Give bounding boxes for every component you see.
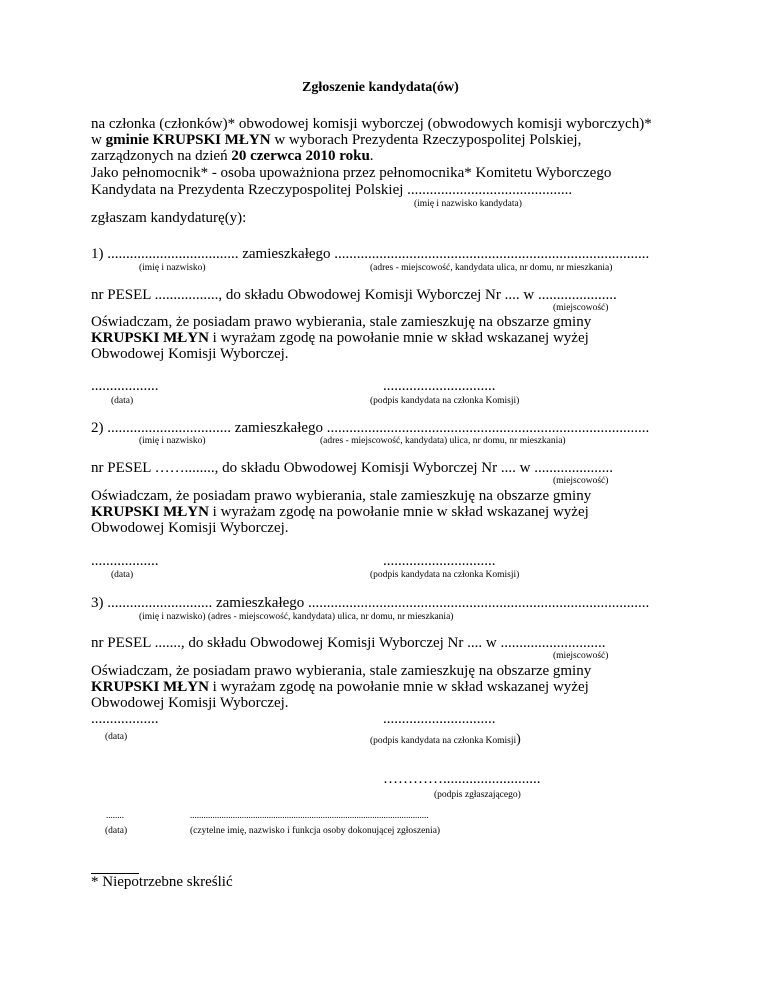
- submission-date-hint: (data): [105, 826, 128, 836]
- intro-line-1: na członka (członków)* obwodowej komisji wyborczej (obwodowych komisji wyborczych)*: [91, 116, 652, 132]
- candidate-1-pesel: nr PESEL ................., do składu Obwodowej Komisji Wyborczej Nr .... w .....................: [91, 287, 617, 303]
- candidate-1-date-hint: (data): [111, 396, 134, 406]
- candidate-1-sign-hint: (podpis kandydata na członka Komisji): [370, 396, 520, 406]
- candidate-3-decl-line-1: Oświadczam, że posiadam prawo wybierania, stale zamieszkuję na obszarze gminy: [91, 663, 592, 679]
- candidate-1-address-hint: (adres - miejscowość, kandydata ulica, nr domu, nr mieszkania): [370, 263, 613, 273]
- candidate-3-sign-hint: (podpis kandydata na członka Komisji): [370, 732, 521, 747]
- candidate-2-decl-line-1: Oświadczam, że posiadam prawo wybierania, stale zamieszkuję na obszarze gminy: [91, 488, 592, 504]
- intro-line-4: Jako pełnomocnik* - osoba upoważniona przez pełnomocnika* Komitetu Wyborczego: [91, 165, 612, 181]
- submitter-sign-field: …………..........................: [383, 771, 541, 787]
- candidate-3-decl-line-2: KRUPSKI MŁYN i wyrażam zgodę na powołanie mnie w skład wskazanej wyżej: [91, 679, 589, 695]
- intro-line-3: zarządzonych na dzień 20 czerwca 2010 roku.: [91, 148, 374, 164]
- candidate-3-decl-line-3: Obwodowej Komisji Wyborczej.: [91, 695, 289, 711]
- candidate-3-sign-field: ..............................: [383, 711, 496, 727]
- candidate-name-hint: (imię i nazwisko kandydata): [414, 199, 522, 209]
- submitter-sign-hint: (podpis zgłaszającego): [434, 790, 521, 800]
- candidate-3-date-field: ..................: [91, 711, 159, 727]
- candidate-3-combined-hint: (imię i nazwisko) (adres - miejscowość, kandydata) ulica, nr domu, nr mieszkania): [139, 612, 454, 622]
- candidate-2-place-hint: (miejscowość): [553, 476, 609, 486]
- intro-line-5: Kandydata na Prezydenta Rzeczypospolitej Polskiej ............................................: [91, 182, 573, 198]
- intro-line-2: w gminie KRUPSKI MŁYN w wyborach Prezydenta Rzeczypospolitej Polskiej,: [91, 132, 582, 148]
- submission-date-field: ........: [106, 810, 124, 820]
- candidate-1-place-hint: (miejscowość): [553, 303, 609, 313]
- candidate-1-date-field: ..................: [91, 378, 159, 394]
- candidate-1-decl-line-1: Oświadczam, że posiadam prawo wybierania, stale zamieszkuję na obszarze gminy: [91, 314, 592, 330]
- candidate-2-line: 2) ................................. zamieszkałego ......................................................................................: [91, 420, 650, 436]
- candidate-3-line: 3) ............................ zamieszkałego ...........................................................................................: [91, 595, 650, 611]
- candidate-2-sign-hint: (podpis kandydata na członka Komisji): [370, 570, 520, 580]
- submitter-name-field: ..........................................................................................................: [190, 810, 429, 820]
- candidate-2-date-field: ..................: [91, 553, 159, 569]
- candidate-1-sign-field: ..............................: [383, 378, 496, 394]
- candidate-2-address-hint: (adres - miejscowość, kandydata) ulica, nr domu, nr mieszkania): [320, 436, 566, 446]
- candidate-2-date-hint: (data): [111, 570, 134, 580]
- candidate-2-sign-field: ..............................: [383, 553, 496, 569]
- document-title: Zgłoszenie kandydata(ów): [302, 80, 459, 95]
- candidate-3-pesel: nr PESEL ......., do składu Obwodowej Komisji Wyborczej Nr .... w ............................: [91, 635, 606, 651]
- candidate-3-date-hint: (data): [105, 732, 128, 742]
- zglaszam-line: zgłaszam kandydaturę(y):: [91, 210, 247, 226]
- candidate-3-place-hint: (miejscowość): [553, 651, 609, 661]
- candidate-1-decl-line-2: KRUPSKI MŁYN i wyrażam zgodę na powołanie mnie w skład wskazanej wyżej: [91, 330, 589, 346]
- candidate-2-decl-line-2: KRUPSKI MŁYN i wyrażam zgodę na powołanie mnie w skład wskazanej wyżej: [91, 504, 589, 520]
- candidate-2-decl-line-3: Obwodowej Komisji Wyborczej.: [91, 520, 289, 536]
- candidate-1-decl-line-3: Obwodowej Komisji Wyborczej.: [91, 346, 289, 362]
- candidate-2-name-hint: (imię i nazwisko): [139, 436, 206, 446]
- candidate-2-pesel: nr PESEL ……........, do składu Obwodowej Komisji Wyborczej Nr .... w .....................: [91, 460, 613, 476]
- candidate-1-name-hint: (imię i nazwisko): [139, 263, 206, 273]
- submitter-name-hint: (czytelne imię, nazwisko i funkcja osoby dokonującej zgłoszenia): [190, 826, 441, 836]
- footnote: * Niepotrzebne skreślić: [91, 874, 233, 890]
- candidate-1-line: 1) ................................... zamieszkałego ....................................................................................: [91, 246, 650, 262]
